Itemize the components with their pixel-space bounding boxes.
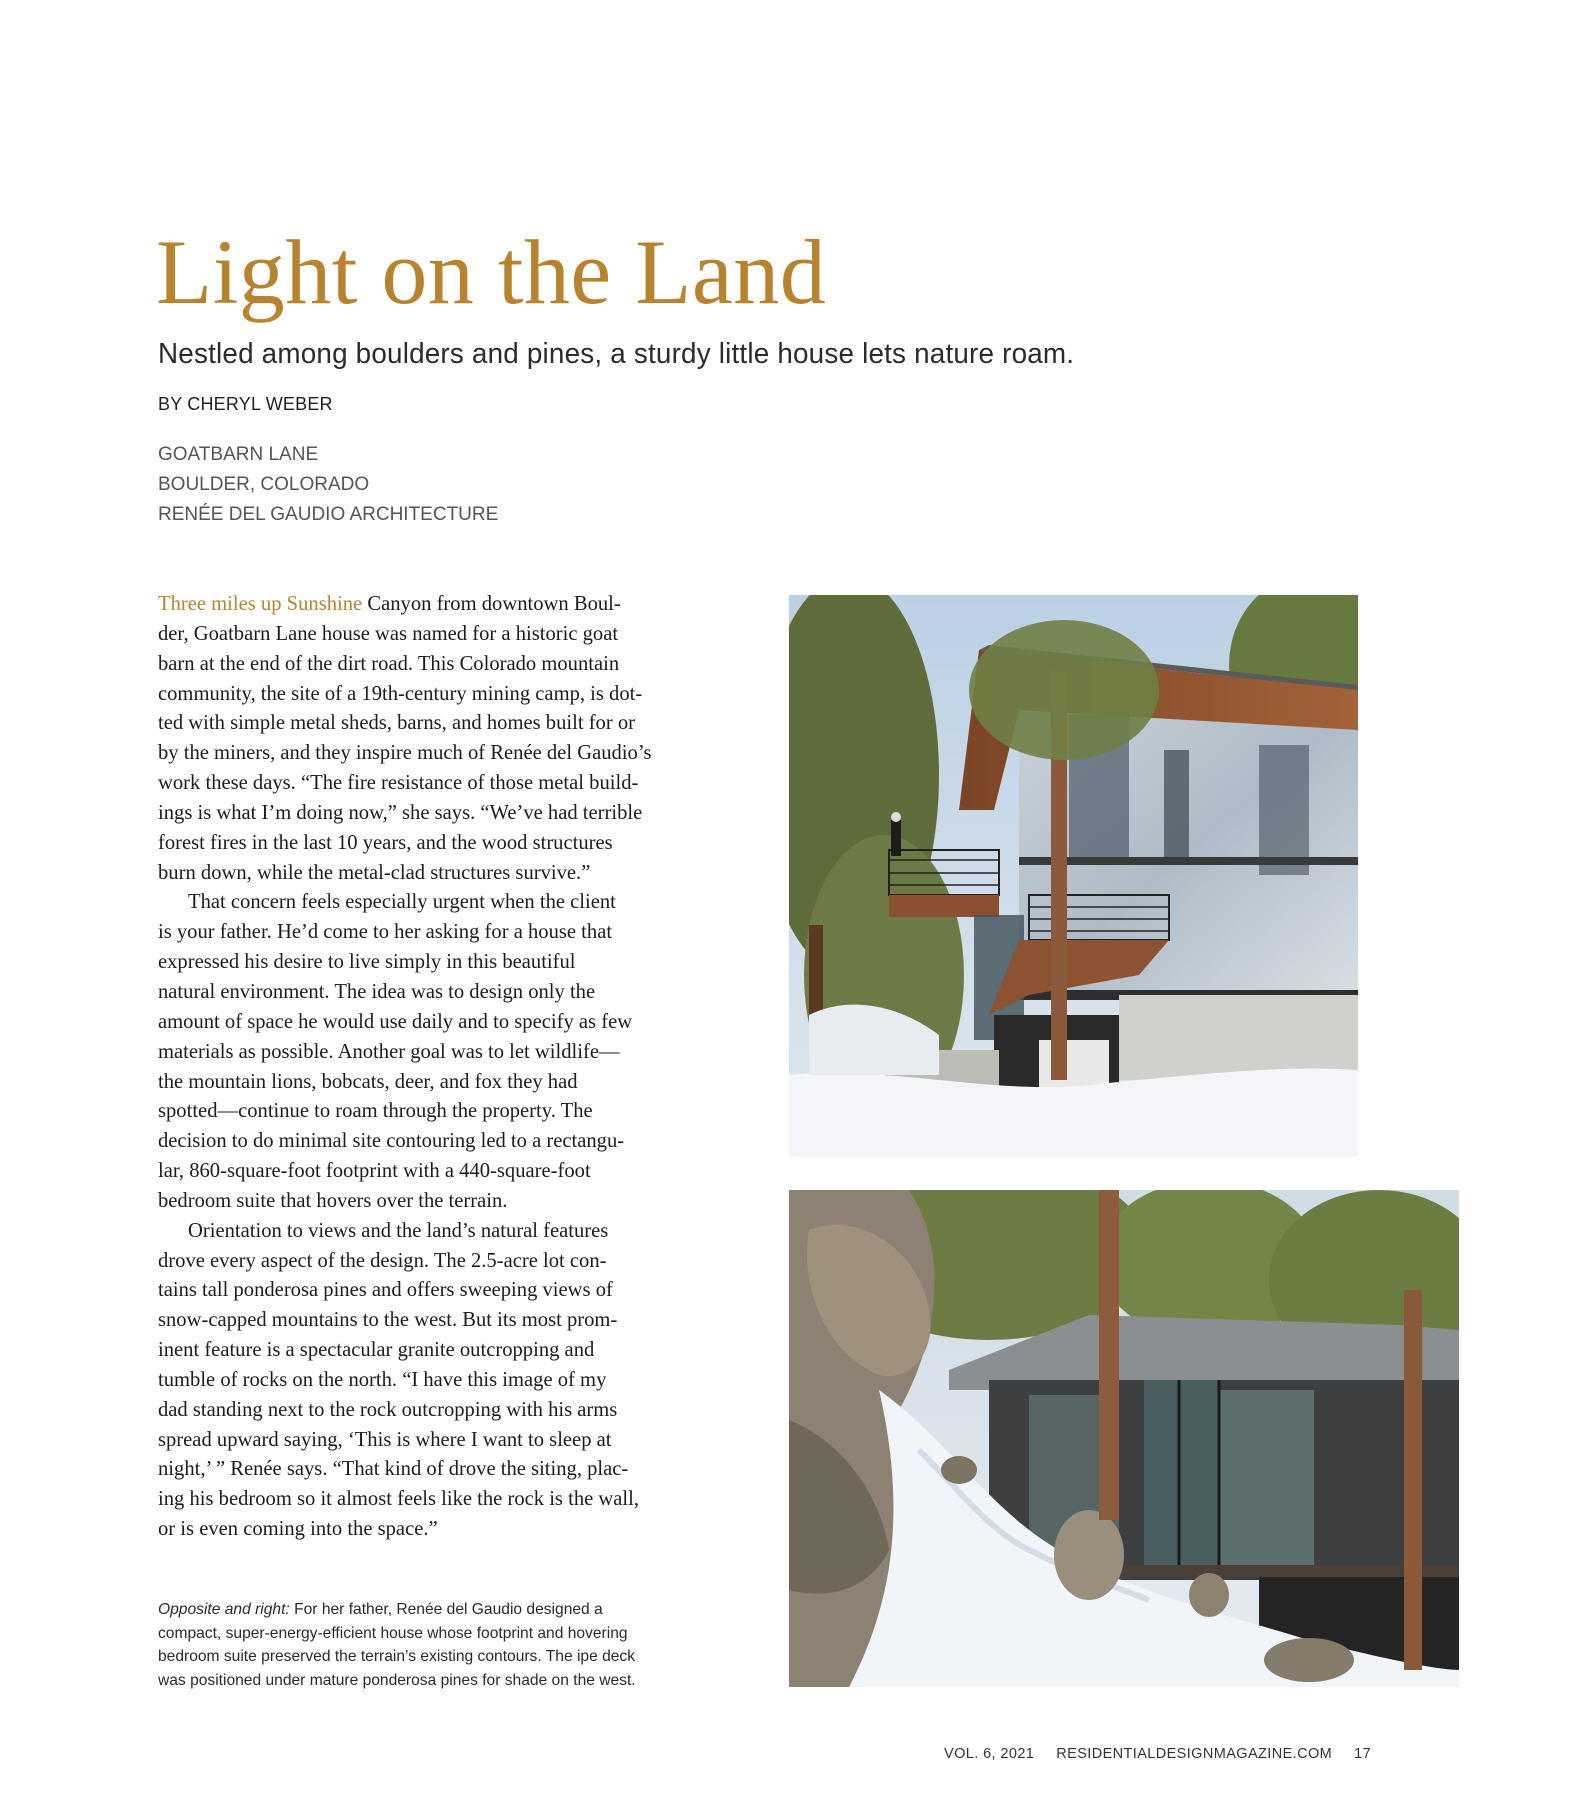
body-line: materials as possible. Another goal was to let wildlife— xyxy=(158,1040,620,1063)
caption-line: was positioned under mature ponderosa pines for shade on the west. xyxy=(158,1671,636,1689)
body-line: snow-capped mountains to the west. But its most prom- xyxy=(158,1309,618,1332)
house-photo-exterior xyxy=(789,595,1358,1157)
paragraph-3 xyxy=(158,1217,713,1545)
body-line: the mountain lions, bobcats, deer, and fox they had xyxy=(158,1070,578,1093)
body-line: decision to do minimal site contouring led to a rectangu- xyxy=(158,1130,625,1153)
body-line: spread upward saying, ‘This is where I want to sleep at xyxy=(158,1428,612,1451)
caption-label: Opposite and right: xyxy=(158,1601,290,1618)
body-line: forest fires in the last 10 years, and the wood structures xyxy=(158,831,613,854)
body-line: bedroom suite that hovers over the terrain. xyxy=(158,1189,508,1212)
body-line: That concern feels especially urgent when the client xyxy=(188,891,616,914)
byline: BY CHERYL WEBER xyxy=(158,394,333,414)
body-line: ted with simple metal sheds, barns, and homes built for or xyxy=(158,712,636,735)
body-line: ings is what I’m doing now,” she says. “We’ve had terrible xyxy=(158,801,643,824)
body-line: Canyon from downtown Boul- xyxy=(362,593,621,615)
article-title: Light on the Land xyxy=(156,221,827,323)
body-line: or is even coming into the space.” xyxy=(158,1518,438,1541)
body-line: inent feature is a spectacular granite outcropping and xyxy=(158,1339,595,1362)
body-line: tains tall ponderosa pines and offers sweeping views of xyxy=(158,1279,613,1302)
caption-line: compact, super-energy-efficient house whose footprint and hovering xyxy=(158,1624,628,1642)
body-line: night,’ ” Renée says. “That kind of drove the siting, plac- xyxy=(158,1458,629,1481)
body-line: by the miners, and they inspire much of Renée del Gaudio’s xyxy=(158,742,652,765)
body-line: is your father. He’d come to her asking for a house that xyxy=(158,921,613,944)
caption-line: bedroom suite preserved the terrain’s existing contours. The ipe deck xyxy=(158,1648,636,1665)
body-line: work these days. “The fire resistance of those metal build- xyxy=(158,772,639,795)
body-line: ing his bedroom so it almost feels like the rock is the wall, xyxy=(158,1488,640,1511)
house-photo-boulders xyxy=(789,1190,1459,1687)
body-line: dad standing next to the rock outcropping with his arms xyxy=(158,1398,618,1421)
body-line: amount of space he would use daily and to specify as few xyxy=(158,1010,633,1033)
house-photo-illustration xyxy=(789,595,1358,1157)
body-line: barn at the end of the dirt road. This Colorado mountain xyxy=(158,652,620,675)
footer-website: RESIDENTIALDESIGNMAGAZINE.COM xyxy=(1056,1746,1333,1762)
page-number: 17 xyxy=(1354,1746,1372,1762)
project-name: GOATBARN LANE xyxy=(158,444,319,465)
body-line: drove every aspect of the design. The 2.5-acre lot con- xyxy=(158,1249,607,1272)
article-deck: Nestled among boulders and pines, a sturdy little house lets nature roam. xyxy=(158,338,1075,370)
body-line: der, Goatbarn Lane house was named for a historic goat xyxy=(158,622,619,645)
project-architect: RENÉE DEL GAUDIO ARCHITECTURE xyxy=(158,504,499,525)
body-line: spotted—continue to roam through the property. The xyxy=(158,1100,593,1123)
body-line: expressed his desire to live simply in this beautiful xyxy=(158,951,576,974)
paragraph-1 xyxy=(158,590,713,888)
paragraph-2 xyxy=(158,888,713,1216)
page-footer xyxy=(944,1746,1371,1762)
caption-line: For her father, Renée del Gaudio designed a xyxy=(289,1601,603,1618)
body-line: lar, 860-square-foot footprint with a 440-square-foot xyxy=(158,1160,591,1183)
body-line: Orientation to views and the land’s natural features xyxy=(188,1219,609,1242)
footer-volume: VOL. 6, 2021 xyxy=(944,1746,1035,1762)
photo-caption xyxy=(158,1598,718,1692)
body-line: tumble of rocks on the north. “I have this image of my xyxy=(158,1368,607,1391)
body-line: burn down, while the metal-clad structures survive.” xyxy=(158,861,591,884)
project-info xyxy=(158,440,498,530)
project-location: BOULDER, COLORADO xyxy=(158,474,370,495)
body-line: natural environment. The idea was to design only the xyxy=(158,980,596,1003)
lead-in: Three miles up Sunshine xyxy=(158,593,363,615)
house-photo-illustration xyxy=(789,1190,1459,1687)
body-line: community, the site of a 19th-century mining camp, is dot- xyxy=(158,682,643,705)
article-body xyxy=(158,590,713,1545)
